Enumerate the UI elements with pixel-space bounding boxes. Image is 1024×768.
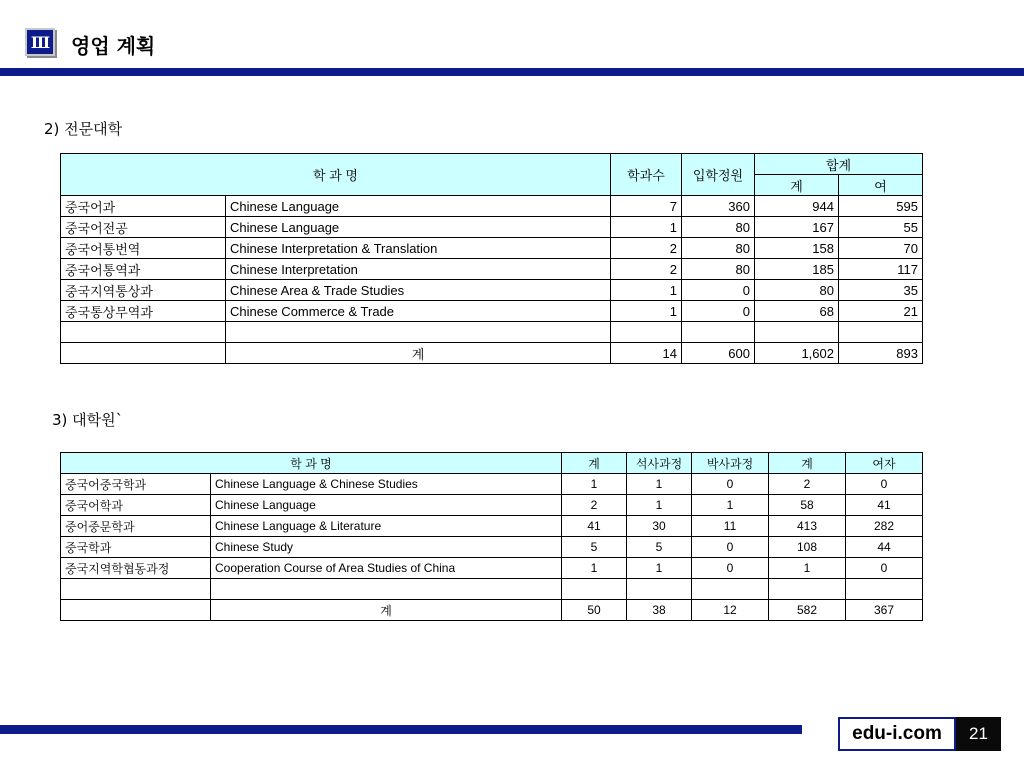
quota: 0 <box>682 280 755 301</box>
total: 185 <box>755 259 839 280</box>
total-total: 1,602 <box>755 343 839 364</box>
header-female: 여자 <box>846 453 923 474</box>
female: 0 <box>846 474 923 495</box>
total-b: 1 <box>769 558 846 579</box>
table-row <box>61 516 923 537</box>
dept-en: Chinese Language <box>211 495 562 516</box>
dept-en: Chinese Interpretation & Translation <box>226 238 611 259</box>
total-total-a: 50 <box>562 600 627 621</box>
header-total: 계 <box>755 175 839 196</box>
female: 595 <box>839 196 923 217</box>
total-a: 1 <box>562 474 627 495</box>
empty-row <box>61 322 923 343</box>
dept-kr: 중국어전공 <box>61 217 226 238</box>
dept-count: 2 <box>611 238 682 259</box>
header-total-a: 계 <box>562 453 627 474</box>
dept-kr: 중국지역학협동과정 <box>61 558 211 579</box>
section-3-heading: 3) 대학원` <box>52 411 124 429</box>
masters: 30 <box>627 516 692 537</box>
dept-en: Chinese Commerce & Trade <box>226 301 611 322</box>
header-masters: 석사과정 <box>627 453 692 474</box>
quota: 80 <box>682 259 755 280</box>
table-row <box>61 301 923 322</box>
quota: 0 <box>682 301 755 322</box>
doctoral: 11 <box>692 516 769 537</box>
header-dept-name: 학 과 명 <box>61 453 562 474</box>
header-female: 여 <box>839 175 923 196</box>
masters: 5 <box>627 537 692 558</box>
quota: 80 <box>682 217 755 238</box>
header-total-group: 합계 <box>755 154 923 175</box>
empty-row <box>61 579 923 600</box>
dept-en: Chinese Study <box>211 537 562 558</box>
dept-en: Chinese Area & Trade Studies <box>226 280 611 301</box>
female: 35 <box>839 280 923 301</box>
total-masters: 38 <box>627 600 692 621</box>
dept-kr: 중국통상무역과 <box>61 301 226 322</box>
college-table <box>60 153 923 364</box>
graduate-table <box>60 452 923 621</box>
female: 44 <box>846 537 923 558</box>
dept-en: Chinese Language & Literature <box>211 516 562 537</box>
table-row <box>61 259 923 280</box>
masters: 1 <box>627 474 692 495</box>
dept-en: Chinese Language <box>226 217 611 238</box>
total-doctoral: 12 <box>692 600 769 621</box>
total: 80 <box>755 280 839 301</box>
total-b: 413 <box>769 516 846 537</box>
masters: 1 <box>627 495 692 516</box>
doctoral: 0 <box>692 558 769 579</box>
header-quota: 입학정원 <box>682 154 755 196</box>
dept-kr: 중국어과 <box>61 196 226 217</box>
table-row <box>61 474 923 495</box>
dept-kr: 중국어학과 <box>61 495 211 516</box>
dept-count: 7 <box>611 196 682 217</box>
total-female: 367 <box>846 600 923 621</box>
total: 167 <box>755 217 839 238</box>
dept-kr: 중어중문학과 <box>61 516 211 537</box>
total: 944 <box>755 196 839 217</box>
dept-kr: 중국어통번역 <box>61 238 226 259</box>
table-row <box>61 537 923 558</box>
total-a: 41 <box>562 516 627 537</box>
quota: 80 <box>682 238 755 259</box>
dept-en: Cooperation Course of Area Studies of China <box>211 558 562 579</box>
total-total-b: 582 <box>769 600 846 621</box>
total-b: 108 <box>769 537 846 558</box>
total-a: 5 <box>562 537 627 558</box>
dept-en: Chinese Language & Chinese Studies <box>211 474 562 495</box>
total: 158 <box>755 238 839 259</box>
quota: 360 <box>682 196 755 217</box>
masters: 1 <box>627 558 692 579</box>
total-a: 2 <box>562 495 627 516</box>
total: 68 <box>755 301 839 322</box>
dept-count: 1 <box>611 280 682 301</box>
female: 70 <box>839 238 923 259</box>
female: 117 <box>839 259 923 280</box>
table-row <box>61 495 923 516</box>
doctoral: 0 <box>692 474 769 495</box>
female: 41 <box>846 495 923 516</box>
female: 21 <box>839 301 923 322</box>
total-b: 58 <box>769 495 846 516</box>
total-row <box>61 600 923 621</box>
header-dept-name: 학 과 명 <box>61 154 611 196</box>
doctoral: 1 <box>692 495 769 516</box>
dept-en: Chinese Language <box>226 196 611 217</box>
female: 55 <box>839 217 923 238</box>
female: 0 <box>846 558 923 579</box>
dept-kr: 중국어통역과 <box>61 259 226 280</box>
table-row <box>61 280 923 301</box>
dept-kr: 중국어중국학과 <box>61 474 211 495</box>
dept-kr: 중국지역통상과 <box>61 280 226 301</box>
total-b: 2 <box>769 474 846 495</box>
total-label: 계 <box>211 600 562 621</box>
header-total-b: 계 <box>769 453 846 474</box>
header-dept-count: 학과수 <box>611 154 682 196</box>
section-2-heading: 2) 전문대학 <box>44 120 123 138</box>
dept-en: Chinese Interpretation <box>226 259 611 280</box>
total-row <box>61 343 923 364</box>
table-row <box>61 217 923 238</box>
header-rule <box>0 68 1024 76</box>
doctoral: 0 <box>692 537 769 558</box>
table-row <box>61 196 923 217</box>
total-quota: 600 <box>682 343 755 364</box>
table-row <box>61 558 923 579</box>
page-number: 21 <box>956 717 1001 751</box>
female: 282 <box>846 516 923 537</box>
total-label: 계 <box>226 343 611 364</box>
slide-title: 영업 계획 <box>71 34 156 58</box>
dept-count: 2 <box>611 259 682 280</box>
header-doctoral: 박사과정 <box>692 453 769 474</box>
dept-count: 1 <box>611 301 682 322</box>
section-numeral-badge: Ⅲ <box>25 28 55 56</box>
total-female: 893 <box>839 343 923 364</box>
table-row <box>61 238 923 259</box>
dept-kr: 중국학과 <box>61 537 211 558</box>
total-dept-count: 14 <box>611 343 682 364</box>
total-a: 1 <box>562 558 627 579</box>
footer-rule <box>0 725 802 734</box>
dept-count: 1 <box>611 217 682 238</box>
brand-logo: edu-i.com <box>838 717 956 751</box>
